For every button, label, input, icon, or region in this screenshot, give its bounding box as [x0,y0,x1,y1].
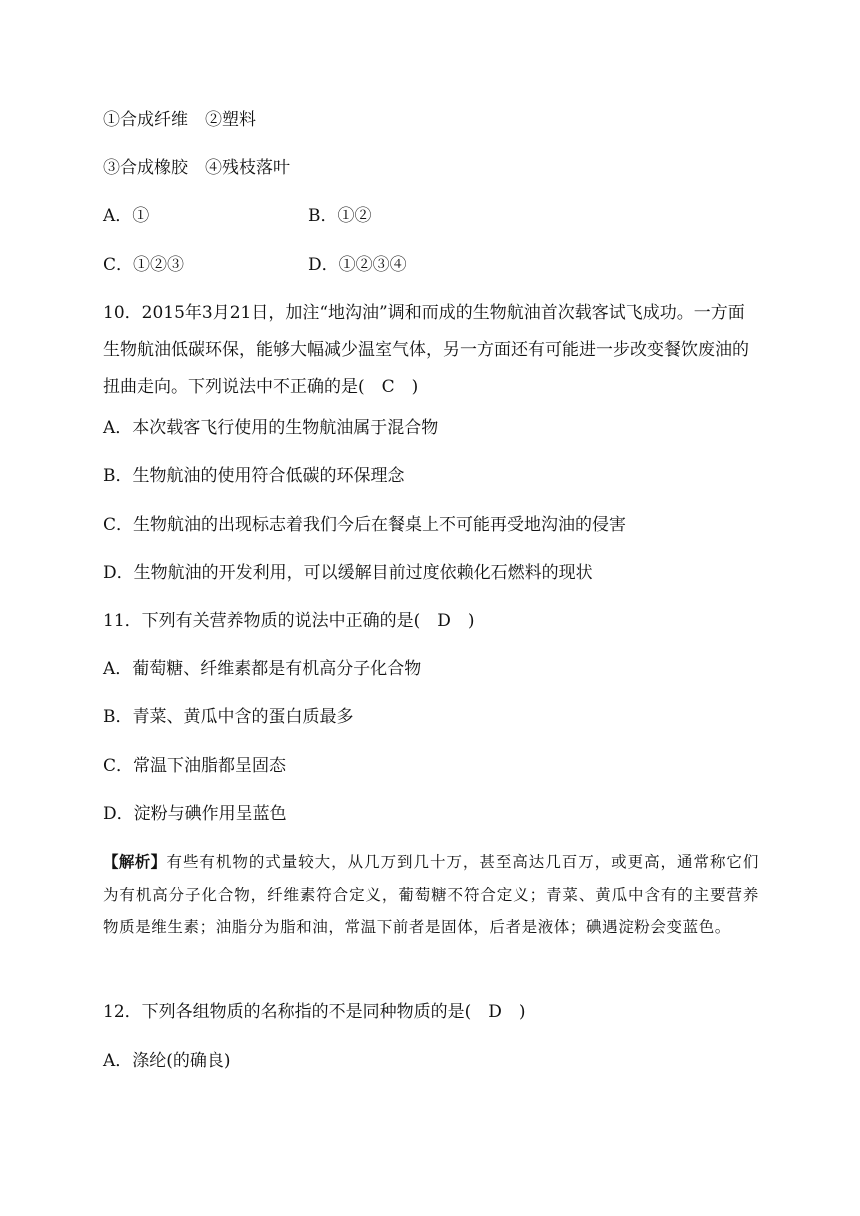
q11-stem: 11．下列有关营养物质的说法中正确的是( D ) [103,611,475,631]
q11-option-b: B．青菜、黄瓜中含的蛋白质最多 [103,707,354,727]
q9-items-3-4: ③合成橡胶 ④残枝落叶 [103,158,290,178]
q10-option-c: C．生物航油的出现标志着我们今后在餐桌上不可能再受地沟油的侵害 [103,515,627,535]
q11-option-d: D．淀粉与碘作用呈蓝色 [103,804,287,824]
q9-choice-b: B．①② [308,206,372,226]
q11-option-c: C．常温下油脂都呈固态 [103,756,287,776]
q11-analysis [103,846,759,944]
q11-option-a: A．葡萄糖、纤维素都是有机高分子化合物 [103,659,422,679]
q9-choice-a: A．① [103,206,150,226]
q12-stem: 12．下列各组物质的名称指的不是同种物质的是( D ) [103,1002,526,1022]
analysis-text: 有些有机物的式量较大，从几万到几十万，甚至高达几百万，或更高，通常称它们为有机高分子化合物，纤维素符合定义，葡萄糖不符合定义；青菜、黄瓜中含有的主要营养物质是维生素；油脂分为脂和油，常温下前者是固体，后者是液体；碘遇淀粉会变蓝色。 [103,853,759,936]
q12-option-a: A．涤纶(的确良) [103,1051,231,1071]
q9-choice-d: D．①②③④ [308,255,407,275]
q10-option-a: A．本次载客飞行使用的生物航油属于混合物 [103,418,439,438]
q9-items-1-2: ①合成纤维 ②塑料 [103,110,256,130]
analysis-tag: 【解析】 [103,852,167,871]
q9-choices-cd [103,253,407,277]
q10-option-d: D．生物航油的开发利用，可以缓解目前过度依赖化石燃料的现状 [103,563,593,583]
q10-option-b: B．生物航油的使用符合低碳的环保理念 [103,466,405,486]
q10-stem: 10．2015年3月21日，加注“地沟油”调和而成的生物航油首次载客试飞成功。一方面生物航油低碳环保，能够大幅减少温室气体，另一方面还有可能进一步改变餐饮废油的扭曲走向。下列说法中不正确的是( C ) [103,303,749,397]
q9-choices-ab [103,204,372,228]
q9-choice-c: C．①②③ [103,255,185,275]
